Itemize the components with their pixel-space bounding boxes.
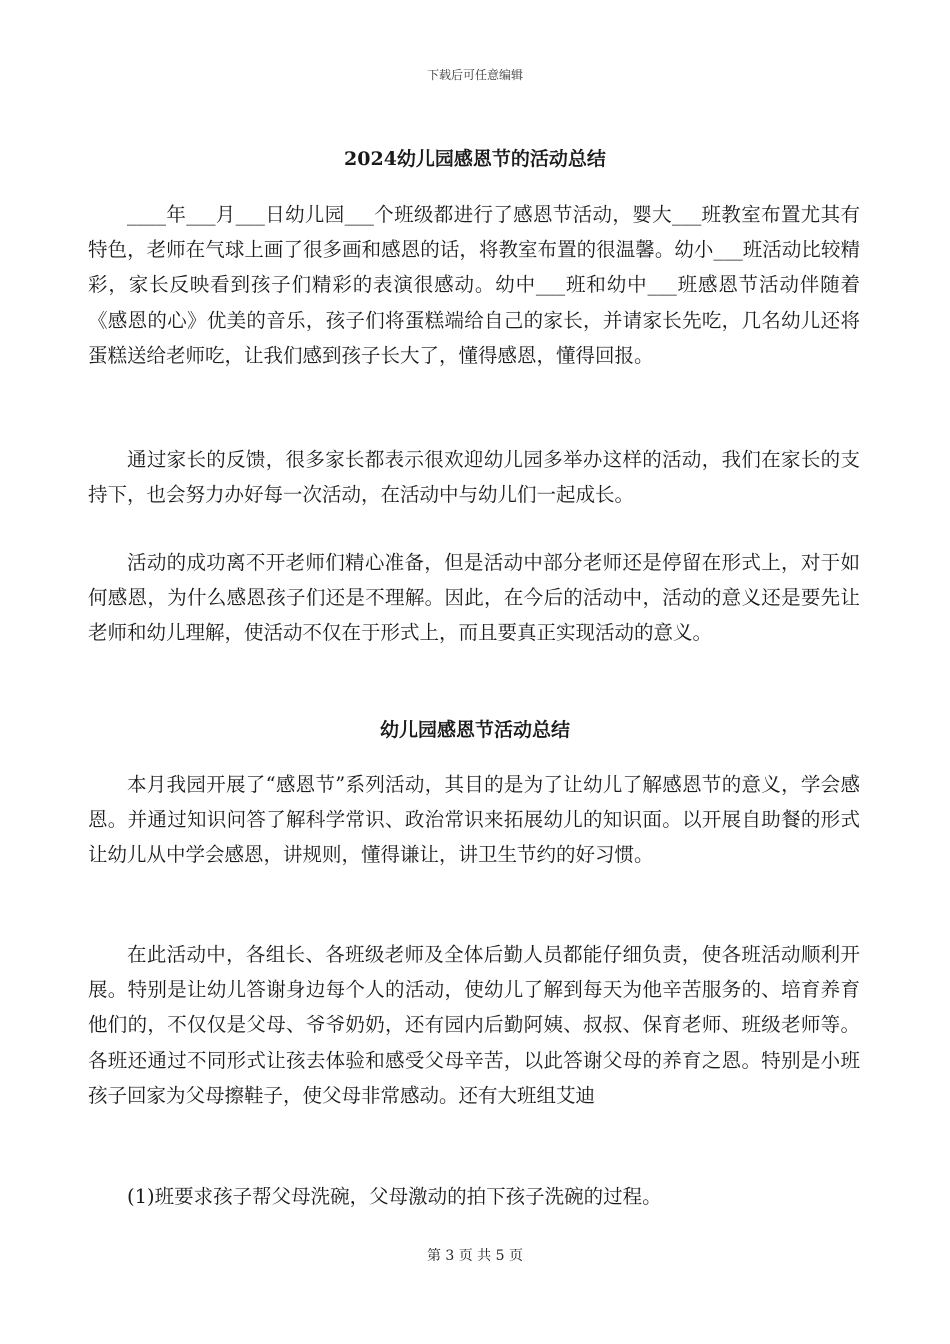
section2-paragraph-2: 在此活动中，各组长、各班级老师及全体后勤人员都能仔细负责，使各班活动顺利开展。特别是让幼儿答谢身边每个人的活动，使幼儿了解到每天为他辛苦服务的、培育养育他们的，不仅仅是父母、爷爷奶奶，还有园内后勤阿姨、叔叔、保育老师、班级老师等。各班还通过不同形式让孩去体验和感受父母辛苦，以此答谢父母的养育之恩。特别是小班孩子回家为父母擦鞋子，使父母非常感动。还有大班组艾迪 (88, 943, 860, 1107)
section1-paragraph-1: ____年___月___日幼儿园___个班级都进行了感恩节活动，婴大___班教室布置尤其有特色，老师在气球上画了很多画和感恩的话，将教室布置的很温馨。幼小___班活动比较精彩，家长反映看到孩子们精彩的表演很感动。幼中___班和幼中___班感恩节活动伴随着《感恩的心》优美的音乐，孩子们将蛋糕端给自己的家长，并请家长先吃，几名幼儿还将蛋糕送给老师吃，让我们感到孩子长大了，懂得感恩，懂得回报。 (88, 203, 860, 367)
section1-title: 2024幼儿园感恩节的活动总结 (344, 148, 606, 170)
page-header: 下载后可任意编辑 (426, 68, 523, 82)
section2-title: 幼儿园感恩节活动总结 (379, 719, 570, 741)
section1-paragraph-3: 活动的成功离不开老师们精心准备，但是活动中部分老师还是停留在形式上，对于如何感恩，为什么感恩孩子们还是不理解。因此，在今后的活动中，活动的意义还是要先让老师和幼儿理解，使活动不仅在于形式上，而且要真正实现活动的意义。 (88, 551, 860, 645)
section2-paragraph-1: 本月我园开展了“感恩节”系列活动，其目的是为了让幼儿了解感恩节的意义，学会感恩。并通过知识问答了解科学常识、政治常识来拓展幼儿的知识面。以开展自助餐的形式让幼儿从中学会感恩，讲规则，懂得谦让，讲卫生节约的好习惯。 (88, 773, 860, 867)
section2-paragraph-3: (1)班要求孩子帮父母洗碗，父母激动的拍下孩子洗碗的过程。 (127, 1185, 662, 1208)
page-footer: 第 3 页 共 5 页 (426, 1248, 524, 1264)
section1-paragraph-2: 通过家长的反馈，很多家长都表示很欢迎幼儿园多举办这样的活动，我们在家长的支持下，也会努力办好每一次活动，在活动中与幼儿们一起成长。 (88, 448, 860, 507)
